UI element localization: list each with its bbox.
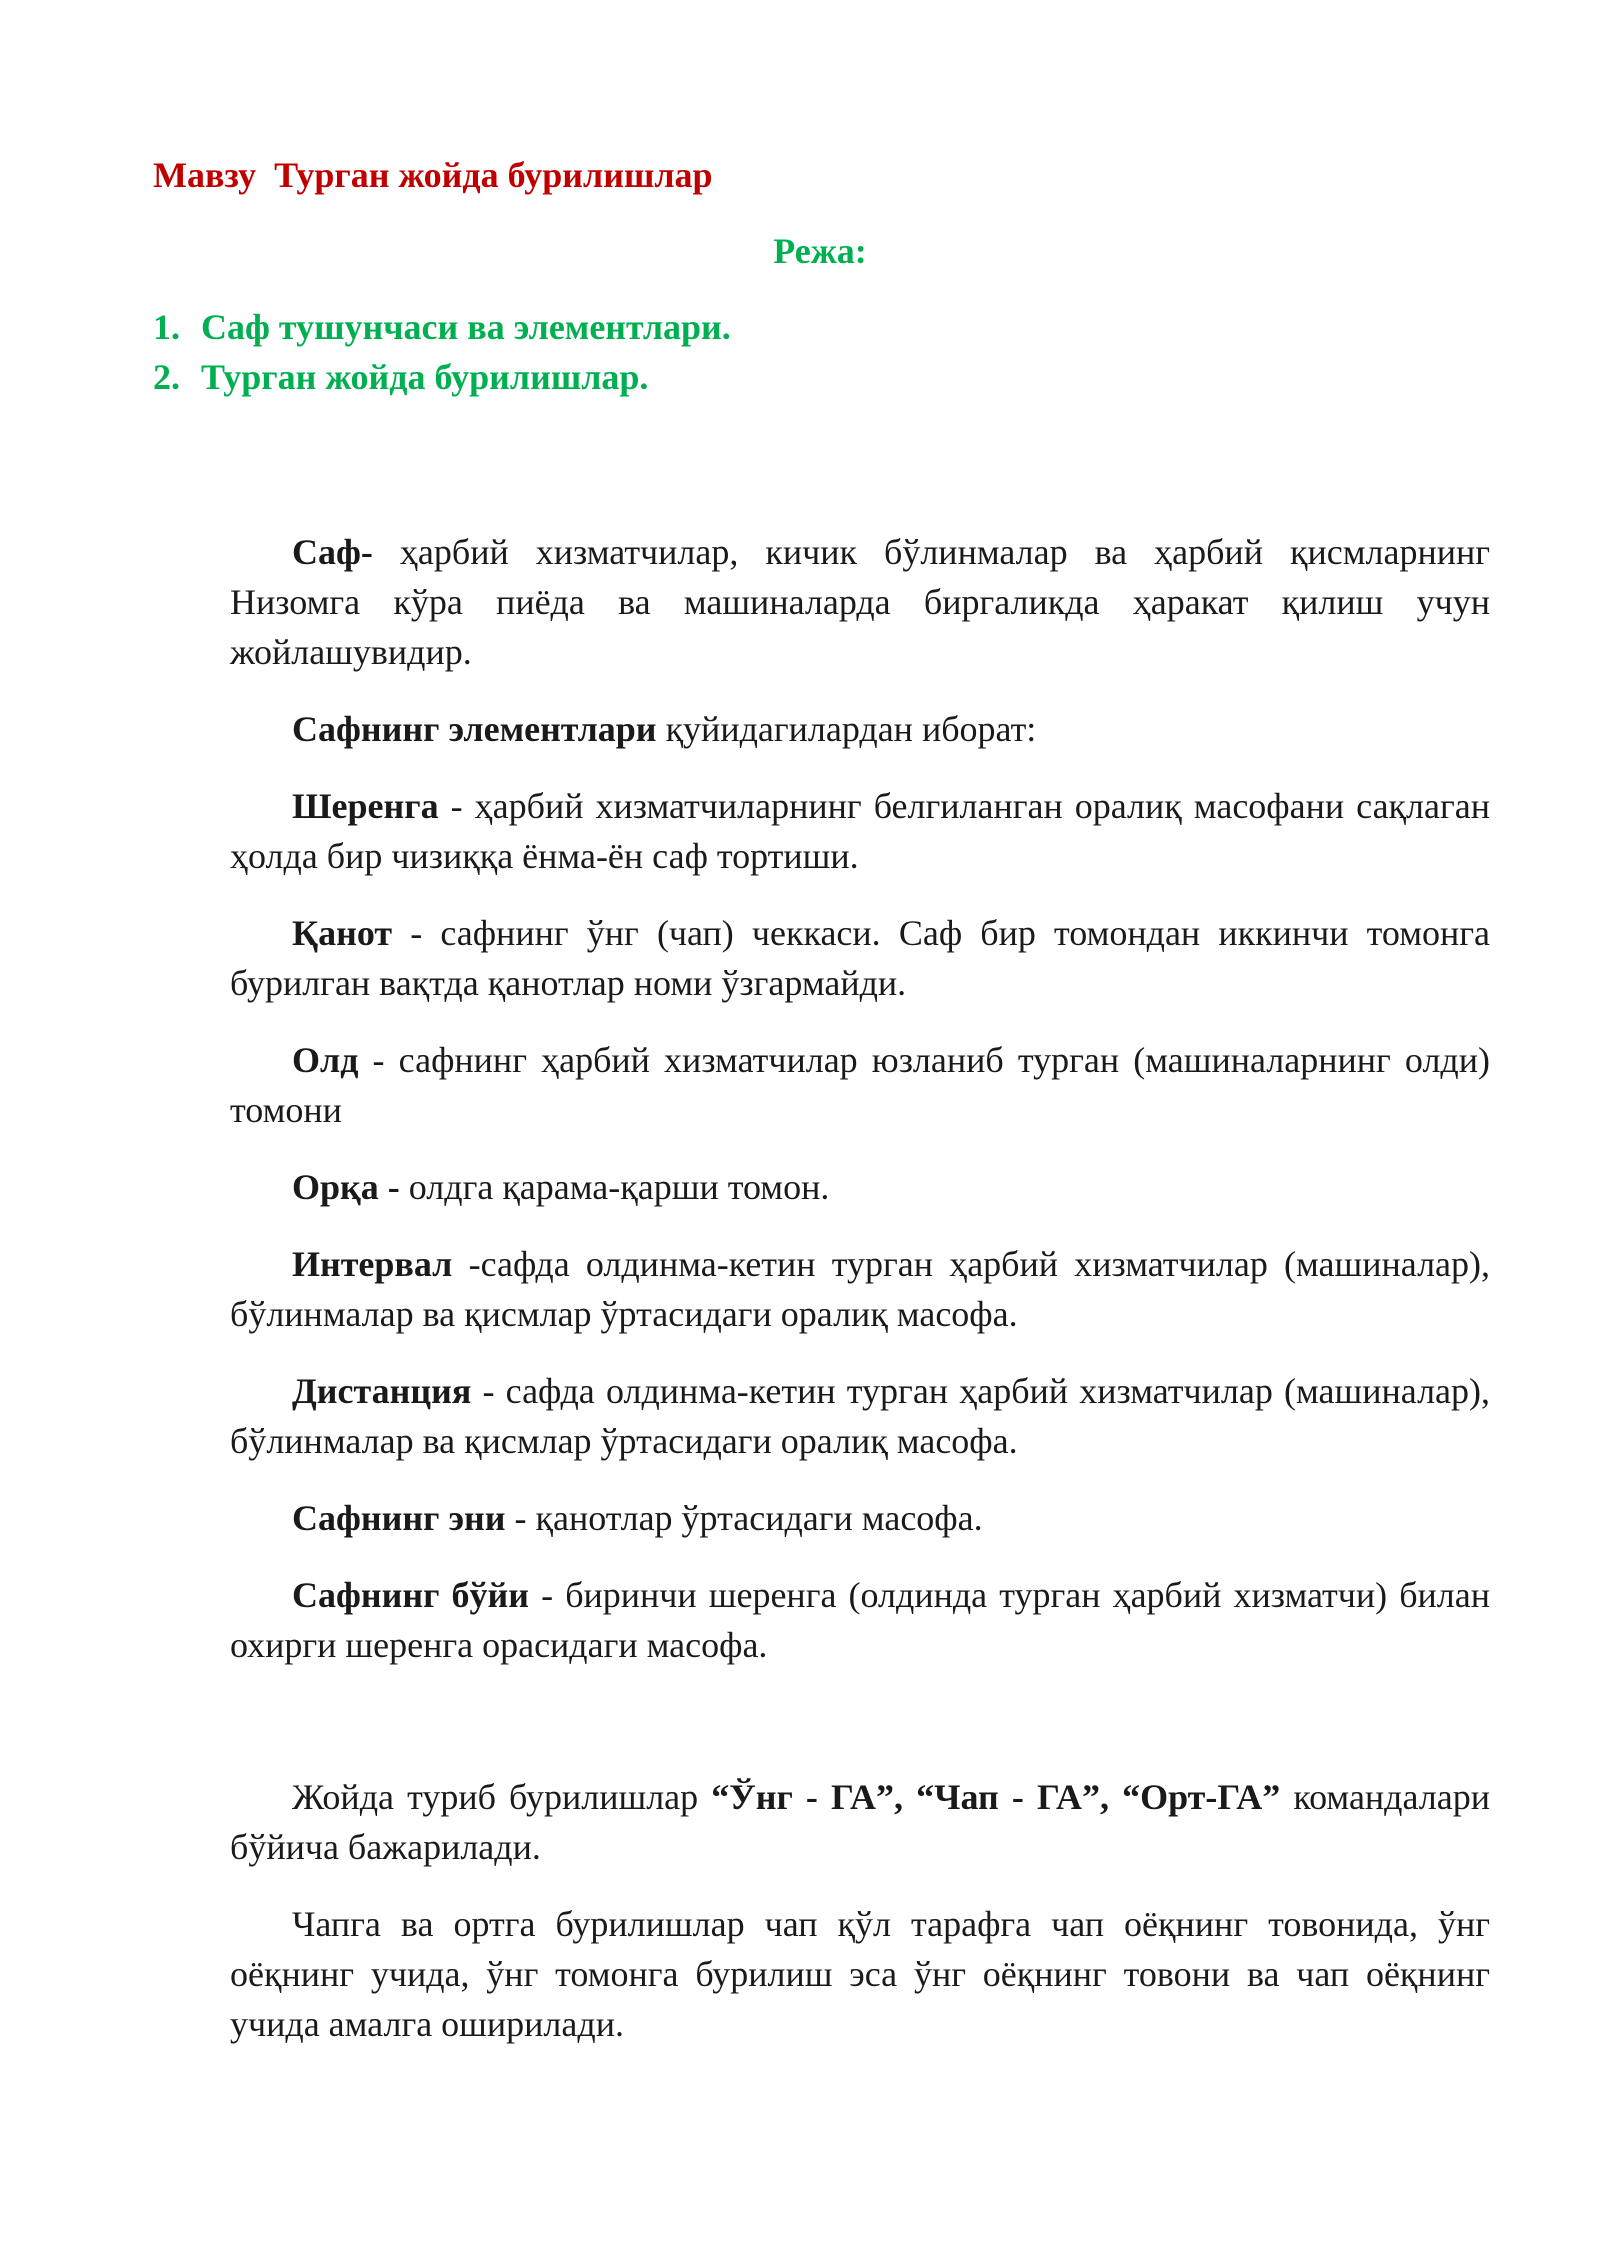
definition: - сафнинг ўнг (чап) чеккаси. Саф бир томондан иккинчи томонга бурилган вақтда қанотлар номи ўзгармайди. xyxy=(230,913,1490,1003)
plan-item xyxy=(153,302,731,352)
term: Қанот xyxy=(292,913,393,953)
term: Шеренга xyxy=(292,786,439,826)
term: Олд xyxy=(292,1040,359,1080)
paragraph-turn-method xyxy=(230,1899,1490,2049)
commands: “Ўнг - ГА”, “Чап - ГА”, “Орт-ГА” xyxy=(711,1777,1281,1817)
definition: ҳарбий хизматчилар, кичик бўлинмалар ва ҳарбий қисмларнинг Низомга кўра пиёда ва машиналарда биргаликда ҳаракат қилиш учун жойлашувидир. xyxy=(230,532,1490,672)
plan-item xyxy=(153,352,731,402)
paragraph-orqa xyxy=(230,1162,1490,1212)
definition: - сафнинг ҳарбий хизматчилар юзланиб турган (машиналарнинг олди) томони xyxy=(230,1040,1490,1130)
paragraph-elements xyxy=(230,704,1490,754)
paragraph-old xyxy=(230,1035,1490,1135)
term: Дистанция xyxy=(292,1371,472,1411)
definition: олдга қарама-қарши томон. xyxy=(399,1167,830,1207)
plan-heading: Режа: xyxy=(773,231,867,271)
lead-text: Жойда туриб бурилишлар xyxy=(292,1777,712,1817)
term: Сафнинг бўйи xyxy=(292,1575,530,1615)
term: Орқа - xyxy=(292,1167,400,1207)
definition: қуйидагилардан иборат: xyxy=(656,709,1037,749)
plan-item-text: Турган жойда бурилишлар. xyxy=(201,357,649,397)
term: Интервал xyxy=(292,1244,453,1284)
definition: -сафда олдинма-кетин турган ҳарбий хизматчилар (машиналар), бўлинмалар ва қисмлар ўртасидаги оралиқ масофа. xyxy=(230,1244,1490,1334)
definition: - биринчи шеренга (олдинда турган ҳарбий хизматчи) билан охирги шеренга орасидаги масофа. xyxy=(230,1575,1490,1665)
plan-item-number: 1. xyxy=(153,307,180,347)
paragraph-text: Чапга ва ортга бурилишлар чап қўл тарафга чап оёқнинг товонида, ўнг оёқнинг учида, ўнг томонга бурилиш эса ўнг оёқнинг товони ва чап оёқнинг учида амалга оширилади. xyxy=(230,1904,1490,2044)
paragraph-commands xyxy=(230,1772,1490,1872)
definition: - қанотлар ўртасидаги масофа. xyxy=(505,1498,983,1538)
definition: - сафда олдинма-кетин турган ҳарбий хизматчилар (машиналар), бўлинмалар ва қисмлар ўртасидаги оралиқ масофа. xyxy=(230,1371,1490,1461)
plan-item-number: 2. xyxy=(153,357,180,397)
paragraph-saf xyxy=(230,527,1490,677)
paragraph-depth xyxy=(230,1570,1490,1670)
term: Саф- xyxy=(292,532,373,572)
plan-item-text: Саф тушунчаси ва элементлари. xyxy=(201,307,731,347)
paragraph-width xyxy=(230,1493,1490,1543)
topic-title: Мавзу Турган жойда бурилишлар xyxy=(153,155,713,195)
paragraph-interval xyxy=(230,1239,1490,1339)
paragraph-distance xyxy=(230,1366,1490,1466)
paragraph-sherenga xyxy=(230,781,1490,881)
term: Сафнинг эни xyxy=(292,1498,506,1538)
body-text xyxy=(230,527,1490,2076)
term: Сафнинг элементлари xyxy=(292,709,657,749)
trailing-text: командалари бўйича бажарилади. xyxy=(230,1777,1491,1867)
paragraph-qanot xyxy=(230,908,1490,1008)
plan-list xyxy=(153,302,731,402)
definition: - ҳарбий хизматчиларнинг белгиланган оралиқ масофани сақлаган ҳолда бир чизиққа ёнма-ён саф тортиши. xyxy=(230,786,1490,876)
section-gap xyxy=(230,1697,1490,1772)
